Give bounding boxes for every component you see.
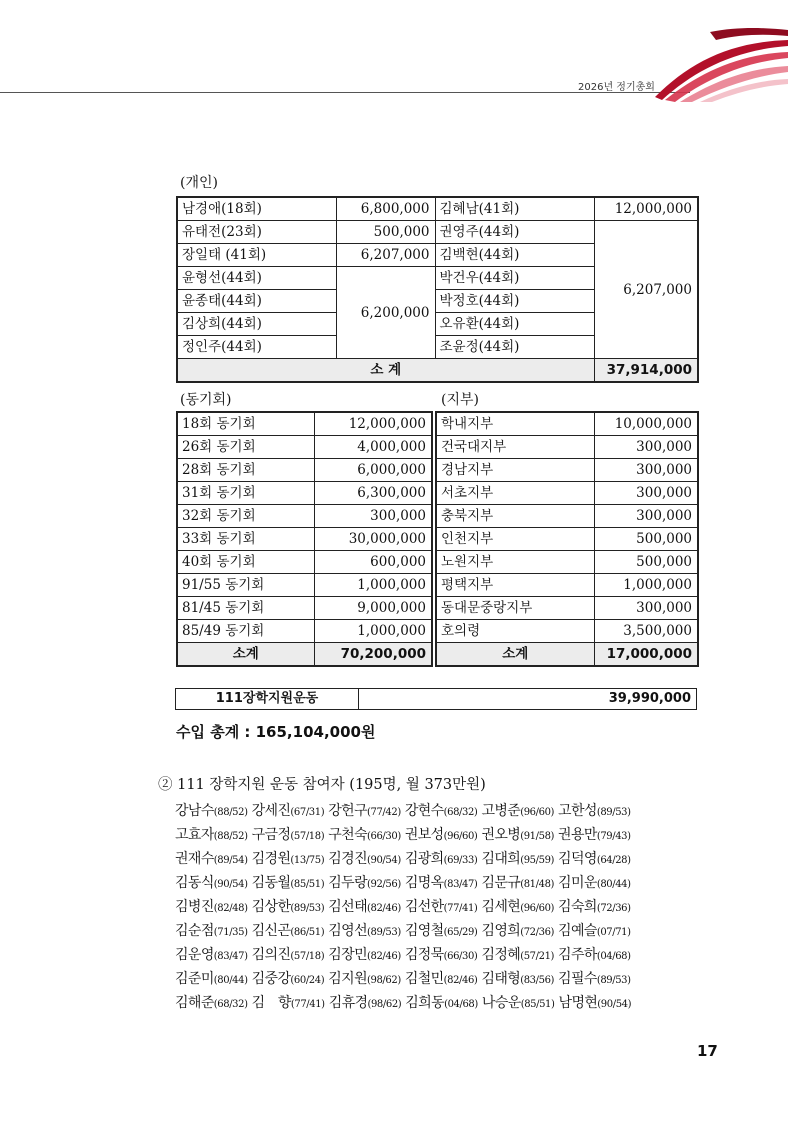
branch-amount: 300,000 <box>594 436 698 459</box>
list-item <box>175 920 715 944</box>
table-row <box>177 436 432 459</box>
subtotal-value: 70,200,000 <box>314 643 432 667</box>
branch-name: 학내지부 <box>436 412 594 436</box>
table-row <box>177 620 432 643</box>
subtotal-row <box>177 643 432 667</box>
participants-title: ② 111 장학지원 운동 참여자 (195명, 월 373만원) <box>158 777 486 793</box>
donor-name: 장일태 (41회) <box>177 244 336 267</box>
participant-name: 김광희(69/33) <box>404 851 478 867</box>
participant-name: 김대희(95/59) <box>481 851 555 867</box>
branch-name: 경남지부 <box>436 459 594 482</box>
class-name: 31회 동기회 <box>177 482 314 505</box>
table-row <box>177 505 432 528</box>
donor-name: 유태전(23회) <box>177 221 336 244</box>
participant-name: 김중강(60/24) <box>251 971 325 987</box>
participant-name: 김의진(57/18) <box>251 947 325 963</box>
participant-name: 김필수(89/53) <box>558 971 631 987</box>
table-row <box>177 221 698 244</box>
participant-name: 김장민(82/46) <box>328 947 401 963</box>
individual-table <box>176 196 699 383</box>
branch-amount: 10,000,000 <box>594 412 698 436</box>
table-row <box>177 482 432 505</box>
participant-name: 김태형(83/56) <box>481 971 555 987</box>
table-row <box>177 197 698 221</box>
donor-name: 오유환(44회) <box>435 313 594 336</box>
list-item <box>175 848 715 872</box>
subtotal-value: 17,000,000 <box>594 643 698 667</box>
participant-name: 김예슬(07/71) <box>558 923 631 939</box>
branch-name: 건국대지부 <box>436 436 594 459</box>
participant-name: 김주하(04/68) <box>558 947 631 963</box>
donor-name: 박정호(44회) <box>435 290 594 313</box>
participant-name: 김경진(90/54) <box>328 851 401 867</box>
donor-amount: 12,000,000 <box>594 197 698 221</box>
donor-name: 김백현(44회) <box>435 244 594 267</box>
list-item <box>175 872 715 896</box>
participant-name: 권용만(79/43) <box>558 827 631 843</box>
participant-name: 김정혜(57/21) <box>481 947 555 963</box>
class-name: 85/49 동기회 <box>177 620 314 643</box>
branch-amount: 500,000 <box>594 528 698 551</box>
branches-label: (지부) <box>441 392 479 408</box>
list-item <box>175 824 715 848</box>
donor-amount: 6,207,000 <box>336 244 435 267</box>
participant-name: 김경원(13/75) <box>251 851 325 867</box>
class-amount: 12,000,000 <box>314 412 432 436</box>
header-title: 2026년 정기총회 <box>578 82 655 93</box>
class-name: 32회 동기회 <box>177 505 314 528</box>
table-row <box>177 574 432 597</box>
subtotal-label: 소계 <box>436 643 594 667</box>
participant-name: 김선태(82/46) <box>328 899 401 915</box>
participant-name: 강남수(88/52) <box>175 803 248 819</box>
classes-label: (동기회) <box>180 392 232 408</box>
donor-name: 권영주(44회) <box>435 221 594 244</box>
branch-name: 인천지부 <box>436 528 594 551</box>
class-amount: 6,300,000 <box>314 482 432 505</box>
table-row <box>436 620 698 643</box>
participant-name: 김정묵(66/30) <box>404 947 478 963</box>
campaign-amount: 39,990,000 <box>608 691 691 706</box>
participant-name: 김휴경(98/62) <box>328 995 402 1011</box>
table-row <box>436 482 698 505</box>
table-row <box>436 551 698 574</box>
list-item <box>175 896 715 920</box>
branch-name: 동대문중랑지부 <box>436 597 594 620</box>
donor-group-amount: 6,207,000 <box>594 221 698 359</box>
branch-amount: 300,000 <box>594 597 698 620</box>
participant-name: 김영선(89/53) <box>328 923 401 939</box>
list-item <box>175 800 715 824</box>
participant-name: 김영희(72/36) <box>481 923 555 939</box>
participant-name: 김해준(68/32) <box>175 995 248 1011</box>
participant-name: 김지원(98/62) <box>328 971 401 987</box>
participant-name: 김병진(82/48) <box>175 899 248 915</box>
donor-name: 김혜남(41회) <box>435 197 594 221</box>
table-row <box>436 505 698 528</box>
participant-name: 김순점(71/35) <box>175 923 248 939</box>
class-name: 18회 동기회 <box>177 412 314 436</box>
participant-name: 구천숙(66/30) <box>328 827 401 843</box>
table-row <box>436 459 698 482</box>
campaign-total-box <box>175 688 697 710</box>
participant-name: 남명현(90/54) <box>558 995 632 1011</box>
donor-name: 박건우(44회) <box>435 267 594 290</box>
participant-name: 김희동(04/68) <box>405 995 478 1011</box>
participant-name: 고한성(89/53) <box>558 803 631 819</box>
participant-name: 김선한(77/41) <box>404 899 478 915</box>
donor-name: 윤형선(44회) <box>177 267 336 290</box>
participant-name: 김동월(85/51) <box>251 875 325 891</box>
grand-total: 수입 총계 : 165,104,000원 <box>176 723 376 741</box>
branch-name: 충북지부 <box>436 505 594 528</box>
table-row <box>436 412 698 436</box>
branch-amount: 300,000 <box>594 505 698 528</box>
participant-name: 김준미(80/44) <box>175 971 248 987</box>
class-name: 40회 동기회 <box>177 551 314 574</box>
subtotal-value: 37,914,000 <box>594 359 698 383</box>
class-amount: 1,000,000 <box>314 574 432 597</box>
table-row <box>177 551 432 574</box>
donor-name: 김상희(44회) <box>177 313 336 336</box>
subtotal-row <box>177 359 698 383</box>
participant-name: 김문규(81/48) <box>481 875 555 891</box>
individual-label: (개인) <box>180 175 218 191</box>
class-amount: 6,000,000 <box>314 459 432 482</box>
campaign-label: 111장학지원운동 <box>176 689 359 709</box>
participant-name: 김명옥(83/47) <box>404 875 478 891</box>
table-row <box>436 436 698 459</box>
participant-name: 강헌구(77/42) <box>328 803 401 819</box>
list-item <box>175 944 715 968</box>
branch-amount: 1,000,000 <box>594 574 698 597</box>
branch-amount: 300,000 <box>594 459 698 482</box>
class-name: 91/55 동기회 <box>177 574 314 597</box>
table-row <box>436 574 698 597</box>
list-item <box>175 992 715 1016</box>
subtotal-label: 소 계 <box>177 359 594 383</box>
donor-name: 윤종태(44회) <box>177 290 336 313</box>
participant-name: 김세현(96/60) <box>481 899 555 915</box>
participant-name: 구금정(57/18) <box>251 827 325 843</box>
table-row <box>177 459 432 482</box>
classes-body <box>177 412 432 666</box>
donor-name: 남경애(18회) <box>177 197 336 221</box>
page-header <box>0 0 793 100</box>
branches-body <box>436 412 698 666</box>
ribbon-logo-icon <box>650 22 790 102</box>
donor-name: 정인주(44회) <box>177 336 336 359</box>
donor-name: 조윤정(44회) <box>435 336 594 359</box>
class-name: 28회 동기회 <box>177 459 314 482</box>
class-amount: 1,000,000 <box>314 620 432 643</box>
participant-name: 강현수(68/32) <box>404 803 478 819</box>
table-row <box>177 528 432 551</box>
class-amount: 600,000 <box>314 551 432 574</box>
branch-name: 평택지부 <box>436 574 594 597</box>
donor-group-amount: 6,200,000 <box>336 267 435 359</box>
page-number: 17 <box>697 1042 718 1060</box>
class-amount: 9,000,000 <box>314 597 432 620</box>
participant-name: 김덕영(64/28) <box>558 851 631 867</box>
table-row <box>436 528 698 551</box>
participant-name: 김미운(80/44) <box>558 875 631 891</box>
branches-table <box>435 411 699 667</box>
participant-name: 김신곤(86/51) <box>251 923 325 939</box>
table-row <box>177 597 432 620</box>
donor-amount: 500,000 <box>336 221 435 244</box>
branch-amount: 300,000 <box>594 482 698 505</box>
participant-name: 나승운(85/51) <box>481 995 555 1011</box>
participant-name: 김상한(89/53) <box>251 899 325 915</box>
participant-name: 권오병(91/58) <box>481 827 555 843</box>
participants-list <box>175 800 715 1016</box>
participant-name: 고효자(88/52) <box>175 827 248 843</box>
class-amount: 300,000 <box>314 505 432 528</box>
branch-name: 서초지부 <box>436 482 594 505</box>
class-name: 33회 동기회 <box>177 528 314 551</box>
participant-name: 김영철(65/29) <box>404 923 478 939</box>
class-name: 26회 동기회 <box>177 436 314 459</box>
donor-amount: 6,800,000 <box>336 197 435 221</box>
branch-name: 노원지부 <box>436 551 594 574</box>
class-name: 81/45 동기회 <box>177 597 314 620</box>
participant-name: 김운영(83/47) <box>175 947 248 963</box>
branch-name: 호의령 <box>436 620 594 643</box>
classes-table <box>176 411 433 667</box>
class-amount: 4,000,000 <box>314 436 432 459</box>
participant-name: 김두랑(92/56) <box>328 875 401 891</box>
participant-name: 김철민(82/46) <box>404 971 478 987</box>
participant-name: 권보성(96/60) <box>404 827 478 843</box>
participant-name: 권재수(89/54) <box>175 851 248 867</box>
branch-amount: 3,500,000 <box>594 620 698 643</box>
class-amount: 30,000,000 <box>314 528 432 551</box>
participant-name: 김 향(77/41) <box>251 995 325 1011</box>
subtotal-row <box>436 643 698 667</box>
participant-name: 강세진(67/31) <box>251 803 325 819</box>
table-row <box>436 597 698 620</box>
subtotal-label: 소계 <box>177 643 314 667</box>
branch-amount: 500,000 <box>594 551 698 574</box>
participant-name: 김숙희(72/36) <box>558 899 631 915</box>
participant-name: 김동식(90/54) <box>175 875 248 891</box>
participant-name: 고병준(96/60) <box>481 803 555 819</box>
table-row <box>177 412 432 436</box>
list-item <box>175 968 715 992</box>
